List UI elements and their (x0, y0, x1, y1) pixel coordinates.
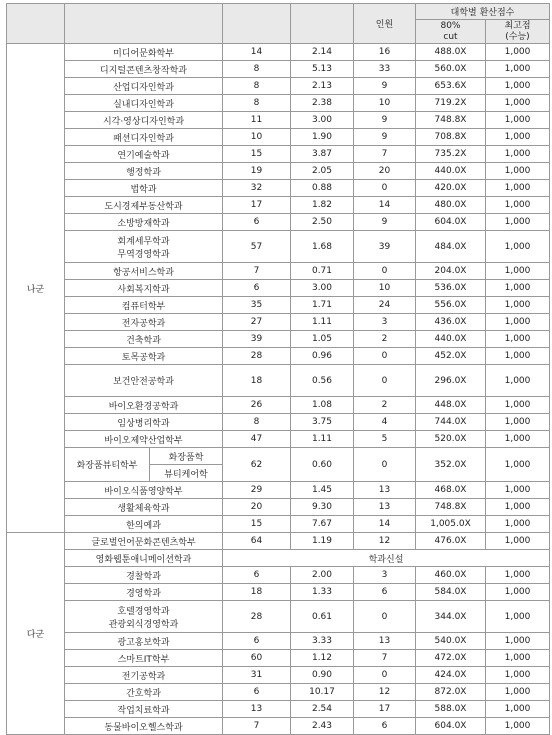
admission-table-wrap (6, 3, 550, 735)
dept-name: 간호학과 (65, 684, 223, 701)
max-score-cell: 1,000 (486, 95, 550, 112)
table-row (7, 78, 550, 95)
max-score-cell: 1,000 (486, 297, 550, 314)
value-cell: 18 (223, 584, 291, 601)
dept-name: 건축학과 (65, 331, 223, 348)
dept-name: 시각·영상디자인학과 (65, 112, 223, 129)
admission-table (6, 3, 550, 735)
table-row (7, 633, 550, 650)
people-cell: 6 (354, 718, 416, 735)
cut-score-cell: 653.6X (416, 78, 486, 95)
value-cell: 26 (223, 397, 291, 414)
dept-name: 전기공학과 (65, 667, 223, 684)
table-row (7, 584, 550, 601)
table-row (7, 297, 550, 314)
max-score-cell: 1,000 (486, 365, 550, 397)
max-score-cell: 1,000 (486, 482, 550, 499)
value-cell: 15 (223, 516, 291, 533)
table-row (7, 44, 550, 61)
cut-score-cell: 584.0X (416, 584, 486, 601)
people-cell: 2 (354, 397, 416, 414)
people-cell: 0 (354, 667, 416, 684)
dept-name (65, 601, 223, 633)
value-cell: 0.90 (291, 667, 354, 684)
value-cell: 9.30 (291, 499, 354, 516)
people-cell: 12 (354, 684, 416, 701)
dept-name: 경찰학과 (65, 567, 223, 584)
cut-score-cell: 604.0X (416, 718, 486, 735)
people-cell: 13 (354, 499, 416, 516)
dept-name: 동물바이오헬스학과 (65, 718, 223, 735)
cut-score-cell: 460.0X (416, 567, 486, 584)
cut-score-cell: 1,005.0X (416, 516, 486, 533)
value-cell: 1.12 (291, 650, 354, 667)
value-cell: 0.60 (291, 448, 354, 482)
people-cell: 0 (354, 348, 416, 365)
dept-name: 한의예과 (65, 516, 223, 533)
value-cell: 0.56 (291, 365, 354, 397)
value-cell: 1.82 (291, 197, 354, 214)
max-score-cell: 1,000 (486, 567, 550, 584)
dept-name: 바이오식품영양학부 (65, 482, 223, 499)
dept-name: 사회복지학과 (65, 280, 223, 297)
people-cell: 16 (354, 44, 416, 61)
value-cell: 5.13 (291, 61, 354, 78)
cut-score-cell: 556.0X (416, 297, 486, 314)
table-row (7, 280, 550, 297)
table-row (7, 180, 550, 197)
max-score-cell: 1,000 (486, 684, 550, 701)
value-cell: 0.61 (291, 601, 354, 633)
table-row (7, 365, 550, 397)
max-score-cell: 1,000 (486, 263, 550, 280)
people-cell: 5 (354, 431, 416, 448)
people-cell: 9 (354, 112, 416, 129)
max-score-cell: 1,000 (486, 650, 550, 667)
max-score-cell: 1,000 (486, 431, 550, 448)
cut-score-cell: 344.0X (416, 601, 486, 633)
table-row (7, 414, 550, 431)
dept-name-line1: 호텔경영학과 (117, 606, 170, 617)
people-cell: 0 (354, 601, 416, 633)
cut-score-cell: 480.0X (416, 197, 486, 214)
table-row (7, 231, 550, 263)
dept-name: 법학과 (65, 180, 223, 197)
max-score-cell: 1,000 (486, 516, 550, 533)
cut-score-cell: 719.2X (416, 95, 486, 112)
dept-name: 화장품뷰티학부 (65, 448, 150, 482)
value-cell: 31 (223, 667, 291, 684)
max-score-cell: 1,000 (486, 197, 550, 214)
header-max-line2: (수능) (505, 31, 530, 42)
dept-name: 디지털콘텐츠창작학과 (65, 61, 223, 78)
value-cell: 35 (223, 297, 291, 314)
max-score-cell: 1,000 (486, 44, 550, 61)
table-row (7, 667, 550, 684)
people-cell: 0 (354, 263, 416, 280)
max-score-cell: 1,000 (486, 129, 550, 146)
table-row (7, 348, 550, 365)
max-score-cell: 1,000 (486, 533, 550, 550)
dept-name: 패션디자인학과 (65, 129, 223, 146)
value-cell: 6 (223, 214, 291, 231)
max-score-cell: 1,000 (486, 348, 550, 365)
cut-score-cell: 440.0X (416, 331, 486, 348)
value-cell: 3.75 (291, 414, 354, 431)
value-cell: 2.43 (291, 718, 354, 735)
value-cell: 64 (223, 533, 291, 550)
cut-score-cell: 520.0X (416, 431, 486, 448)
value-cell: 1.71 (291, 297, 354, 314)
people-cell: 3 (354, 567, 416, 584)
cut-score-cell: 540.0X (416, 633, 486, 650)
cut-score-cell: 204.0X (416, 263, 486, 280)
header-cut-line2: cut (443, 31, 458, 42)
cut-score-cell: 420.0X (416, 180, 486, 197)
value-cell: 2.54 (291, 701, 354, 718)
cut-score-cell: 748.8X (416, 499, 486, 516)
table-row (7, 61, 550, 78)
dept-name: 바이오환경공학과 (65, 397, 223, 414)
cut-score-cell: 448.0X (416, 397, 486, 414)
max-score-cell: 1,000 (486, 112, 550, 129)
people-cell: 12 (354, 533, 416, 550)
cut-score-cell: 588.0X (416, 701, 486, 718)
group-label: 나군 (7, 44, 65, 533)
dept-name: 전자공학과 (65, 314, 223, 331)
cut-score-cell: 296.0X (416, 365, 486, 397)
max-score-cell: 1,000 (486, 701, 550, 718)
max-score-cell: 1,000 (486, 718, 550, 735)
table-header (7, 4, 550, 44)
max-score-cell: 1,000 (486, 667, 550, 684)
value-cell: 0.71 (291, 263, 354, 280)
value-cell: 1.68 (291, 231, 354, 263)
people-cell: 9 (354, 78, 416, 95)
value-cell: 1.19 (291, 533, 354, 550)
people-cell: 13 (354, 482, 416, 499)
value-cell: 8 (223, 414, 291, 431)
value-cell: 32 (223, 180, 291, 197)
value-cell: 1.05 (291, 331, 354, 348)
value-cell: 1.08 (291, 397, 354, 414)
value-cell: 1.90 (291, 129, 354, 146)
dept-name: 임상병리학과 (65, 414, 223, 431)
max-score-cell: 1,000 (486, 448, 550, 482)
max-score-cell: 1,000 (486, 397, 550, 414)
cut-score-cell: 476.0X (416, 533, 486, 550)
table-row (7, 95, 550, 112)
dept-name-line2: 무역경영학과 (117, 249, 170, 260)
max-score-cell: 1,000 (486, 146, 550, 163)
cut-score-cell: 468.0X (416, 482, 486, 499)
value-cell: 3.33 (291, 633, 354, 650)
people-cell: 20 (354, 163, 416, 180)
value-cell: 11 (223, 112, 291, 129)
people-cell: 3 (354, 314, 416, 331)
value-cell: 1.11 (291, 314, 354, 331)
dept-name: 도시경제부동산학과 (65, 197, 223, 214)
max-score-cell: 1,000 (486, 231, 550, 263)
value-cell: 18 (223, 365, 291, 397)
value-cell: 1.45 (291, 482, 354, 499)
people-cell: 10 (354, 95, 416, 112)
people-cell: 39 (354, 231, 416, 263)
max-score-cell: 1,000 (486, 78, 550, 95)
dept-name: 컴퓨터학부 (65, 297, 223, 314)
header-people: 인원 (354, 4, 416, 44)
dept-name: 생활체육학과 (65, 499, 223, 516)
max-score-cell: 1,000 (486, 331, 550, 348)
table-row (7, 701, 550, 718)
table-row (7, 550, 550, 567)
dept-name: 미디어문화학부 (65, 44, 223, 61)
header-blank-c1 (223, 4, 291, 44)
value-cell: 27 (223, 314, 291, 331)
value-cell: 39 (223, 331, 291, 348)
max-score-cell: 1,000 (486, 414, 550, 431)
header-score-group: 대학별 환산점수 (416, 4, 550, 20)
value-cell: 0.96 (291, 348, 354, 365)
value-cell: 7 (223, 263, 291, 280)
value-cell: 3.00 (291, 112, 354, 129)
value-cell: 0.88 (291, 180, 354, 197)
value-cell: 8 (223, 61, 291, 78)
table-row (7, 314, 550, 331)
value-cell: 2.50 (291, 214, 354, 231)
value-cell: 6 (223, 567, 291, 584)
people-cell: 7 (354, 650, 416, 667)
cut-score-cell: 472.0X (416, 650, 486, 667)
dept-name: 실내디자인학과 (65, 95, 223, 112)
dept-name: 스마트IT학부 (65, 650, 223, 667)
value-cell: 2.14 (291, 44, 354, 61)
value-cell: 47 (223, 431, 291, 448)
cut-score-cell: 872.0X (416, 684, 486, 701)
value-cell: 3.87 (291, 146, 354, 163)
cut-score-cell: 604.0X (416, 214, 486, 231)
dept-name: 행정학과 (65, 163, 223, 180)
table-row (7, 482, 550, 499)
table-row (7, 499, 550, 516)
people-cell: 0 (354, 448, 416, 482)
value-cell: 2.13 (291, 78, 354, 95)
value-cell: 29 (223, 482, 291, 499)
header-cut (416, 20, 486, 44)
cut-score-cell: 708.8X (416, 129, 486, 146)
header-cut-line1: 80% (440, 20, 461, 31)
dept-name: 글로벌언어문화콘텐츠학부 (65, 533, 223, 550)
value-cell: 2.05 (291, 163, 354, 180)
cut-score-cell: 536.0X (416, 280, 486, 297)
people-cell: 13 (354, 633, 416, 650)
header-blank-dept (65, 4, 223, 44)
table-row (7, 650, 550, 667)
header-max-line1: 최고점 (504, 20, 531, 31)
header-blank-group (7, 4, 65, 44)
dept-name: 바이오제약산업학부 (65, 431, 223, 448)
value-cell: 10 (223, 129, 291, 146)
people-cell: 0 (354, 180, 416, 197)
table-row (7, 601, 550, 633)
value-cell: 20 (223, 499, 291, 516)
table-row (7, 331, 550, 348)
people-cell: 14 (354, 516, 416, 533)
value-cell: 28 (223, 601, 291, 633)
value-cell: 1.11 (291, 431, 354, 448)
group-label: 다군 (7, 533, 65, 735)
table-row (7, 163, 550, 180)
max-score-cell: 1,000 (486, 280, 550, 297)
value-cell: 14 (223, 44, 291, 61)
dept-name-line1: 회계세무학과 (117, 236, 170, 247)
max-score-cell: 1,000 (486, 633, 550, 650)
people-cell: 10 (354, 280, 416, 297)
dept-name: 경영학과 (65, 584, 223, 601)
max-score-cell: 1,000 (486, 61, 550, 78)
value-cell: 2.00 (291, 567, 354, 584)
dept-name: 토목공학과 (65, 348, 223, 365)
cut-score-cell: 744.0X (416, 414, 486, 431)
value-cell: 7.67 (291, 516, 354, 533)
table-row (7, 533, 550, 550)
table-row (7, 146, 550, 163)
people-cell: 24 (354, 297, 416, 314)
table-row (7, 263, 550, 280)
max-score-cell: 1,000 (486, 214, 550, 231)
value-cell: 15 (223, 146, 291, 163)
people-cell: 0 (354, 365, 416, 397)
people-cell: 4 (354, 414, 416, 431)
people-cell: 14 (354, 197, 416, 214)
people-cell: 2 (354, 331, 416, 348)
dept-name: 항공서비스학과 (65, 263, 223, 280)
cut-score-cell: 452.0X (416, 348, 486, 365)
cut-score-cell: 436.0X (416, 314, 486, 331)
dept-name: 영화웹툰애니메이션학과 (65, 550, 223, 567)
dept-name (65, 231, 223, 263)
table-row (7, 129, 550, 146)
value-cell: 62 (223, 448, 291, 482)
table-row (7, 448, 550, 465)
table-row (7, 516, 550, 533)
people-cell: 6 (354, 584, 416, 601)
max-score-cell: 1,000 (486, 499, 550, 516)
dept-sub-name: 화장품학 (150, 448, 223, 465)
cut-score-cell: 748.8X (416, 112, 486, 129)
people-cell: 33 (354, 61, 416, 78)
dept-name: 광고홍보학과 (65, 633, 223, 650)
value-cell: 60 (223, 650, 291, 667)
value-cell: 6 (223, 280, 291, 297)
max-score-cell: 1,000 (486, 584, 550, 601)
value-cell: 57 (223, 231, 291, 263)
dept-name: 산업디자인학과 (65, 78, 223, 95)
value-cell: 10.17 (291, 684, 354, 701)
table-row (7, 214, 550, 231)
value-cell: 8 (223, 78, 291, 95)
max-score-cell: 1,000 (486, 314, 550, 331)
value-cell: 7 (223, 718, 291, 735)
dept-sub-name: 뷰티케어학 (150, 465, 223, 482)
max-score-cell: 1,000 (486, 163, 550, 180)
dept-name: 소방방재학과 (65, 214, 223, 231)
cut-score-cell: 424.0X (416, 667, 486, 684)
cut-score-cell: 560.0X (416, 61, 486, 78)
people-cell: 7 (354, 146, 416, 163)
table-row (7, 684, 550, 701)
cut-score-cell: 735.2X (416, 146, 486, 163)
value-cell: 6 (223, 684, 291, 701)
table-body (7, 44, 550, 735)
table-row (7, 197, 550, 214)
cut-score-cell: 484.0X (416, 231, 486, 263)
people-cell: 9 (354, 214, 416, 231)
max-score-cell: 1,000 (486, 180, 550, 197)
cut-score-cell: 352.0X (416, 448, 486, 482)
dept-name-line2: 관광외식경영학과 (108, 619, 179, 630)
table-row (7, 431, 550, 448)
cut-score-cell: 440.0X (416, 163, 486, 180)
header-max (486, 20, 550, 44)
dept-name: 보건안전공학과 (65, 365, 223, 397)
dept-name: 연기예술학과 (65, 146, 223, 163)
value-cell: 17 (223, 197, 291, 214)
value-cell: 3.00 (291, 280, 354, 297)
people-cell: 9 (354, 129, 416, 146)
value-cell: 2.38 (291, 95, 354, 112)
max-score-cell: 1,000 (486, 601, 550, 633)
value-cell: 8 (223, 95, 291, 112)
value-cell: 19 (223, 163, 291, 180)
table-row (7, 718, 550, 735)
cut-score-cell: 488.0X (416, 44, 486, 61)
value-cell: 13 (223, 701, 291, 718)
table-row (7, 567, 550, 584)
value-cell: 1.33 (291, 584, 354, 601)
merged-note: 학과신설 (223, 550, 550, 567)
table-row (7, 112, 550, 129)
value-cell: 28 (223, 348, 291, 365)
table-row (7, 397, 550, 414)
value-cell: 6 (223, 633, 291, 650)
dept-name: 작업치료학과 (65, 701, 223, 718)
header-blank-c2 (291, 4, 354, 44)
people-cell: 17 (354, 701, 416, 718)
